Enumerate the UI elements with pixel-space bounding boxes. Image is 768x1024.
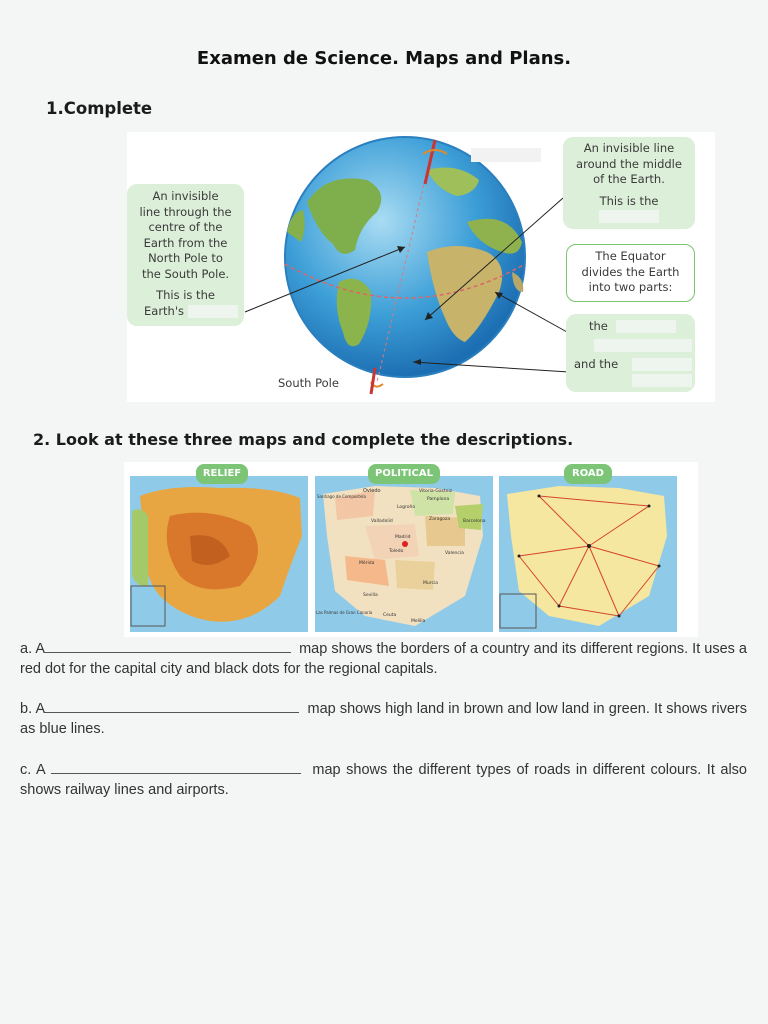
road-map xyxy=(499,476,677,632)
left-box-line: An invisible xyxy=(152,189,219,203)
answer-line-a[interactable] xyxy=(45,640,291,653)
hemisphere-first-blank[interactable] xyxy=(616,320,676,333)
map-label: Toledo xyxy=(389,549,404,554)
map-label: Sevilla xyxy=(363,593,378,598)
question-2-heading: 2. Look at these three maps and complete the descriptions. xyxy=(33,430,574,449)
top-right-line: around the middle xyxy=(576,156,682,171)
answer-line-b[interactable] xyxy=(45,700,299,713)
hemisphere-first-label: the xyxy=(589,319,608,333)
hemisphere-second-blank-2[interactable] xyxy=(632,374,692,387)
maps-panel xyxy=(124,462,698,637)
hemisphere-second-blank[interactable] xyxy=(632,358,692,371)
sentence-c xyxy=(20,760,747,800)
sentence-b-text: map shows high land in brown and low land in green. It shows rivers as blue lines. xyxy=(20,701,747,737)
map-label: Pamplona xyxy=(427,497,450,502)
hemisphere-second-label: and the xyxy=(574,357,619,371)
relief-map xyxy=(130,476,308,632)
answer-line-c[interactable] xyxy=(51,761,301,774)
road-badge: ROAD xyxy=(564,464,612,484)
map-label: Valencia xyxy=(445,551,464,556)
sentence-b-start: b. A xyxy=(20,701,46,717)
map-label: Zaragoza xyxy=(429,517,451,522)
left-box-line: the South Pole. xyxy=(141,266,230,281)
sentence-a-start: a. A xyxy=(20,641,45,657)
map-label: Santiago de Compostela xyxy=(317,494,366,499)
sentence-b xyxy=(20,699,747,739)
map-label: Madrid xyxy=(395,535,411,540)
map-label: Barcelona xyxy=(463,519,486,524)
sentence-c-text: map shows the different types of roads in different colours. It also shows railway lines and airports. xyxy=(20,762,748,798)
question-1-heading: 1.Complete xyxy=(46,99,153,118)
page-title: Examen de Science. Maps and Plans. xyxy=(196,48,572,69)
map-label: Valladolid xyxy=(371,519,393,524)
south-pole-label: South Pole xyxy=(278,376,339,390)
top-right-tail: This is the xyxy=(599,193,659,208)
hemisphere-first-blank-2[interactable] xyxy=(594,339,692,352)
map-label: Las Palmas de Gran Canaria xyxy=(316,610,373,615)
map-label: Murcia xyxy=(423,581,438,586)
left-box-line: North Pole to xyxy=(148,251,223,265)
left-box-line: line through the xyxy=(139,204,232,219)
map-label: Melilla xyxy=(411,619,426,624)
sentence-a-text: map shows the borders of a country and its different regions. It uses a red dot for the capital city and black dots for the regional capitals. xyxy=(20,641,747,677)
top-right-line: An invisible line xyxy=(583,141,675,155)
political-badge: POLITICAL xyxy=(368,464,440,484)
equator-box-line: into two parts: xyxy=(588,280,673,294)
relief-badge: RELIEF xyxy=(196,464,248,484)
globe-diagram xyxy=(127,132,715,402)
equator-box-line: The Equator xyxy=(595,249,666,263)
equator-box-line: divides the Earth xyxy=(581,264,680,279)
map-label: Vitoria-Gasteiz xyxy=(419,489,453,494)
axis-answer-blank[interactable] xyxy=(188,305,238,318)
equator-divides-box xyxy=(566,244,695,302)
sentence-a xyxy=(20,639,747,679)
left-box-line: Earth from the xyxy=(143,235,228,250)
map-label: Ceuta xyxy=(383,613,397,618)
equator-answer-blank[interactable] xyxy=(599,210,659,223)
equator-definition-box xyxy=(563,137,695,229)
hemispheres-box xyxy=(566,314,695,392)
left-box-tail: Earth's xyxy=(144,303,184,318)
top-right-line: of the Earth. xyxy=(593,172,665,186)
axis-definition-box xyxy=(127,184,244,326)
map-label: Oviedo xyxy=(363,488,381,494)
left-box-line: centre of the xyxy=(148,220,223,234)
map-label: Logroño xyxy=(397,505,416,510)
sentence-c-start: c. A xyxy=(20,762,46,778)
map-label: Mérida xyxy=(359,561,375,566)
political-map xyxy=(315,476,493,632)
left-box-tail: This is the xyxy=(156,288,215,302)
